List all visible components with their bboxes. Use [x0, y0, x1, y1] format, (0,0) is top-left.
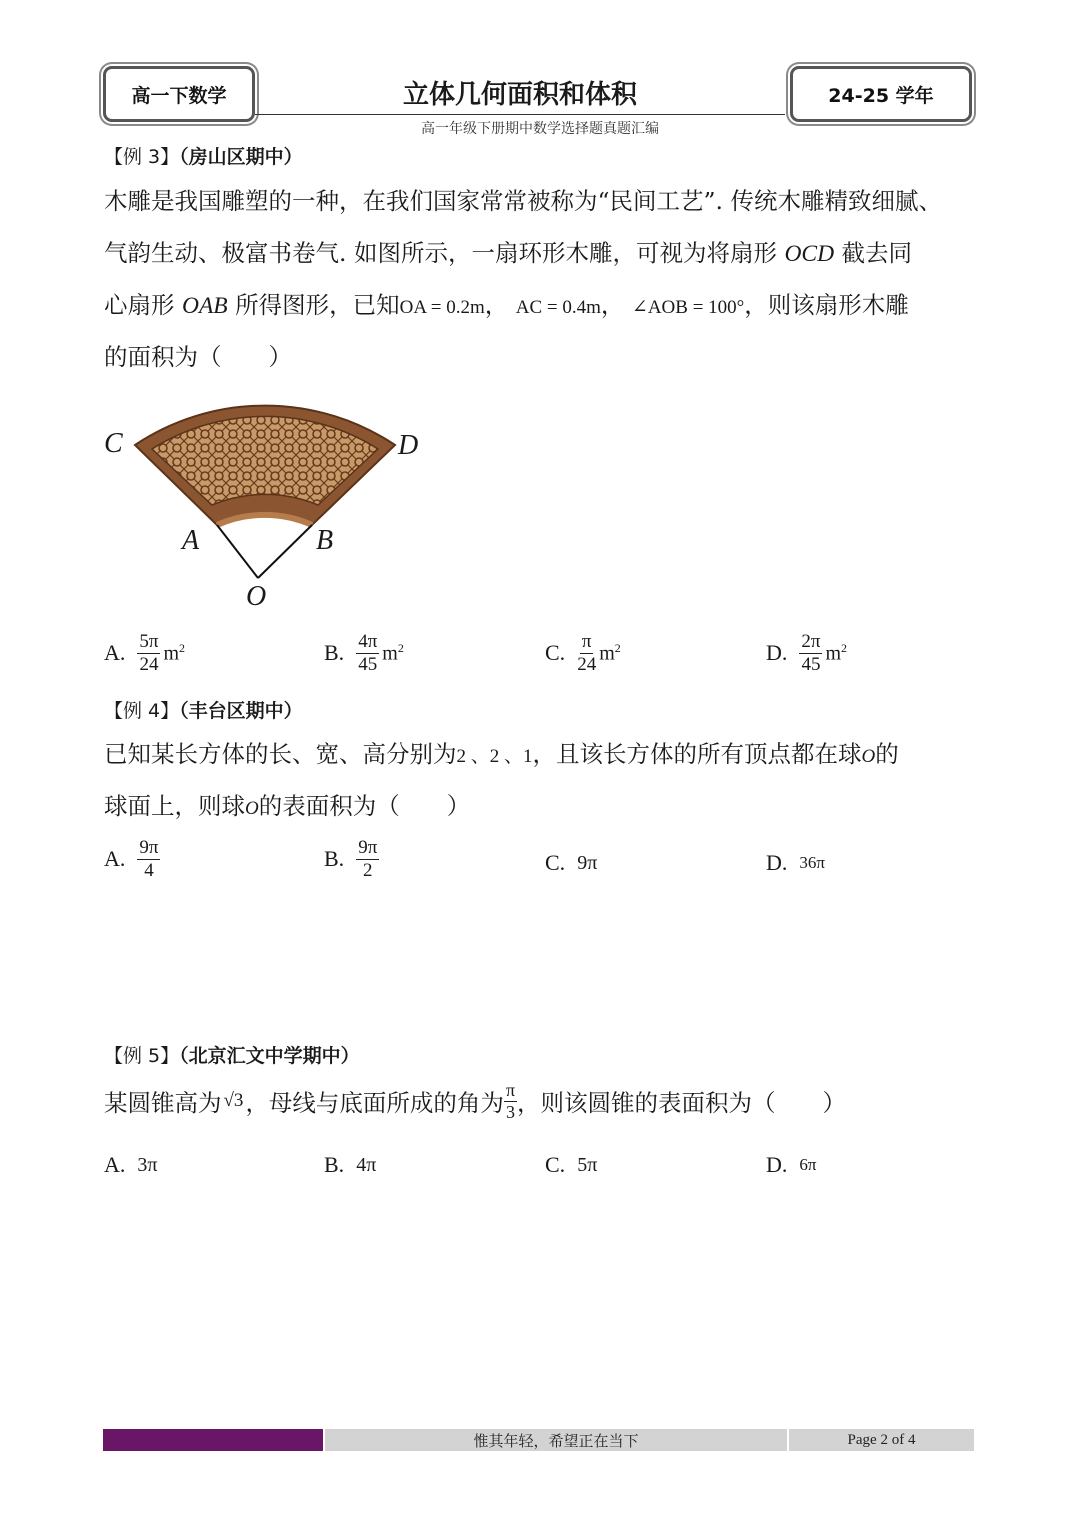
point-b-label: B	[316, 525, 334, 556]
page-subtitle: 高一年级下册期中数学选择题真题汇编	[421, 121, 659, 137]
fraction	[577, 632, 596, 675]
option-c[interactable]	[545, 850, 597, 876]
point-c-label: C	[104, 428, 123, 459]
example-5-heading	[104, 1041, 360, 1068]
math-oab: OAB	[181, 293, 228, 319]
option-key: A.	[104, 846, 126, 872]
denominator: 45	[801, 653, 821, 675]
option-b[interactable]	[324, 838, 379, 881]
option-key: B.	[324, 640, 345, 666]
footer-page	[789, 1429, 974, 1451]
denominator: 4	[144, 859, 154, 881]
option-d[interactable]	[766, 1152, 816, 1178]
page-number: Page 2 of 4	[847, 1431, 916, 1448]
unit-exponent: 2	[397, 641, 404, 656]
numerator: 9π	[139, 837, 159, 858]
text-run: 截去同	[841, 239, 913, 267]
example-source: （房山区期中）	[179, 146, 303, 168]
option-key: B.	[324, 846, 345, 872]
text-run: 心扇形	[104, 291, 175, 319]
numerator: 4π	[358, 631, 378, 652]
text-run: 的面积为（ ）	[104, 343, 292, 371]
question-line	[104, 1081, 846, 1122]
option-key: D.	[766, 640, 788, 666]
unit	[382, 641, 404, 666]
example-4-heading	[104, 696, 303, 723]
example-label: 【例 4】	[104, 700, 180, 722]
math-ac: AC = 0.4m	[515, 297, 601, 318]
footer-accent-bar	[103, 1429, 323, 1451]
course-tag	[103, 66, 255, 122]
math-o: O	[245, 798, 259, 819]
text-run: 气韵生动、极富书卷气. 如图所示，一扇环形木雕，可视为将扇形	[104, 239, 777, 267]
numerator: π	[581, 631, 592, 652]
footer-motto-text: 惟其年轻，希望正在当下	[473, 1431, 639, 1450]
text-run: 球面上，则球	[104, 792, 245, 820]
denominator: 45	[358, 653, 378, 675]
unit	[163, 641, 185, 666]
fraction	[799, 632, 822, 675]
unit-base: m	[599, 642, 615, 665]
denominator: 2	[362, 859, 373, 881]
example-3-heading	[104, 142, 303, 169]
point-a-label: A	[182, 525, 200, 556]
math-dims: 2 、2 、1	[456, 746, 533, 767]
fraction	[356, 632, 379, 675]
fraction	[137, 838, 160, 881]
text-run: ，且该长方体的所有顶点都在球	[532, 740, 862, 768]
point-o-label: O	[246, 581, 267, 612]
title-rule	[255, 114, 785, 115]
fraction	[137, 632, 160, 675]
option-c[interactable]	[545, 1152, 597, 1178]
text-run: 所得图形，已知	[235, 291, 400, 319]
text-run: 已知某长方体的长、宽、高分别为	[104, 740, 457, 768]
unit-base: m	[825, 642, 842, 665]
denominator: 24	[577, 653, 597, 675]
denominator: 3	[505, 1101, 515, 1122]
text-run: 某圆锥高为	[104, 1089, 222, 1118]
unit	[599, 641, 621, 666]
option-key: C.	[545, 640, 566, 666]
option-b[interactable]	[324, 632, 404, 675]
option-b[interactable]	[324, 1152, 376, 1178]
example-label: 【例 5】	[104, 1045, 180, 1067]
math-ocd: OCD	[784, 241, 835, 267]
option-key: B.	[324, 1152, 345, 1177]
unit-exponent: 2	[841, 641, 848, 656]
question-line	[104, 735, 899, 769]
option-key: D.	[766, 1152, 788, 1177]
question-line	[104, 787, 470, 821]
math-sqrt3: √3	[223, 1090, 244, 1112]
point-d-label: D	[398, 430, 419, 461]
numerator: π	[505, 1080, 516, 1100]
text-run: 的表面积为（ ）	[258, 792, 471, 820]
footer-motto	[325, 1429, 787, 1451]
annular-sector-figure	[100, 385, 440, 625]
fraction	[356, 838, 379, 881]
unit	[825, 641, 847, 666]
option-value: 9π	[577, 851, 598, 874]
radius-oa	[217, 525, 258, 578]
unit-exponent: 2	[179, 641, 186, 656]
option-value: 5π	[577, 1153, 598, 1176]
text-run: ，则该扇形木雕	[744, 291, 909, 319]
option-value: 4π	[356, 1153, 377, 1176]
option-value: 3π	[137, 1153, 158, 1176]
numerator: 9π	[358, 837, 378, 858]
numerator: 2π	[801, 631, 821, 652]
unit-base: m	[163, 642, 180, 665]
option-d[interactable]	[766, 850, 825, 876]
text-run: ，则该圆锥的表面积为（ ）	[517, 1089, 847, 1118]
option-value: 6π	[799, 1155, 817, 1174]
option-d[interactable]	[766, 632, 847, 675]
option-c[interactable]	[545, 632, 621, 675]
radius-ob	[258, 525, 312, 578]
numerator: 5π	[139, 631, 159, 652]
option-a[interactable]	[104, 838, 160, 881]
question-line	[104, 338, 292, 372]
example-source: （北京汇文中学期中）	[179, 1045, 360, 1067]
question-line: 心扇形 OAB 所得图形，已知OA = 0.2m， AC = 0.4m， ∠AOB = 100°，则该扇形木雕	[104, 291, 909, 319]
example-label: 【例 3】	[104, 146, 180, 168]
example-source: （丰台区期中）	[179, 700, 303, 722]
unit-base: m	[382, 642, 398, 665]
text-run: 的	[875, 740, 899, 768]
text-run: 木雕是我国雕塑的一种，在我们国家常常被称为“民间工艺”. 传统木雕精致细腻、	[104, 187, 942, 215]
option-value: 36π	[799, 853, 825, 872]
page-title: 立体几何面积和体积	[402, 80, 637, 110]
option-key: D.	[766, 850, 788, 875]
math-oa: OA = 0.2m	[399, 297, 485, 318]
option-key: A.	[104, 640, 126, 666]
year-tag	[790, 66, 972, 122]
question-line	[104, 182, 942, 216]
math-angle: ∠AOB = 100°	[631, 297, 745, 318]
option-a[interactable]	[104, 632, 185, 675]
text-run: ，母线与底面所成的角为	[245, 1089, 504, 1118]
math-o: O	[861, 746, 876, 767]
year-tag-text: 24-25 学年	[828, 84, 934, 107]
option-key: A.	[104, 1152, 126, 1177]
angle-fraction	[504, 1081, 517, 1122]
option-key: C.	[545, 1152, 566, 1177]
course-tag-text: 高一下数学	[131, 84, 227, 107]
denominator: 24	[139, 653, 159, 675]
question-line	[104, 234, 912, 268]
option-a[interactable]	[104, 1152, 158, 1178]
option-key: C.	[545, 850, 566, 875]
unit-exponent: 2	[614, 641, 621, 656]
